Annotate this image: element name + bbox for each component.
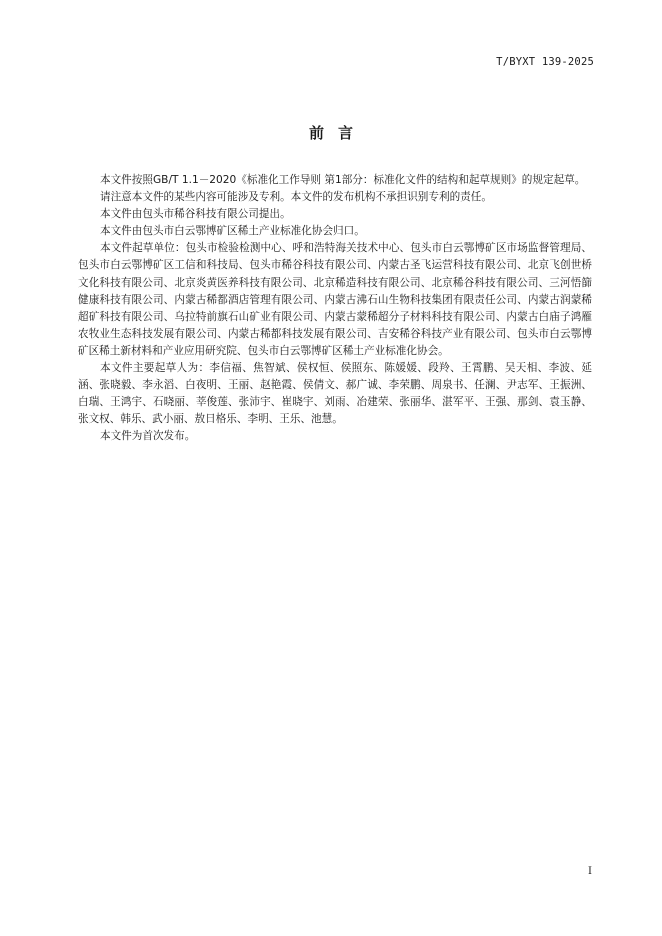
paragraph-drafters: 本文件主要起草人为：李信福、焦智斌、侯权恒、侯照东、陈媛媛、段羚、王霄鹏、吴天相、李波、延涵、张晓毅、李永滔、白夜明、王丽、赵艳霞、侯倩文、郝广诚、李荣鹏、周泉书、任澜、尹志军、王振洲、白瑞、王鸿宇、石晓丽、莘俊莲、张沛宇、崔晓宇、刘雨、冶建荣、张丽华、湛军平、王强、那剑、袁玉静、张文权、韩乐、武小丽、敖日格乐、李明、王乐、池慧。 [78, 362, 592, 426]
paragraph-responsible-body: 本文件由包头市白云鄂博矿区稀土产业标准化协会归口。 [100, 225, 365, 238]
paragraph-drafting-units: 本文件起草单位：包头市检验检测中心、呼和浩特海关技术中心、包头市白云鄂博矿区市场监督管理局、包头市白云鄂博矿区工信和科技局、包头市稀谷科技有限公司、内蒙古圣飞运营科技有限公司、北京飞创世桥文化科技有限公司、北京炎黄医养科技有限公司、北京稀造科技有限公司、北京稀谷科技有限公司、三河悟篩健康科技有限公司、内蒙古稀都酒店管理有限公司、内蒙古沸石山生物科技集团有限责任公司、内蒙古润蒙稀超矿科技有限公司、乌拉特前旗石山矿业有限公司、内蒙古蒙稀超分子材料科技有限公司、内蒙古白庙子鸿雁农牧业生态科技发展有限公司、内蒙古稀都科技发展有限公司、吉安稀谷科技产业有限公司、包头市白云鄂博矿区稀土新材料和产业应用研究院、包头市白云鄂博矿区稀土产业标准化协会。 [78, 242, 592, 357]
paragraph-proposer: 本文件由包头市稀谷科技有限公司提出。 [100, 208, 291, 221]
foreword-body [78, 172, 592, 446]
page-number: I [588, 866, 592, 877]
paragraph-first-release: 本文件为首次发布。 [100, 430, 196, 443]
paragraph-drafting-rules: 本文件按照GB/T 1.1－2020《标准化工作导则 第1部分：标准化文件的结构和起草规则》的规定起草。 [100, 174, 586, 186]
paragraph-patent-notice: 请注意本文件的某些内容可能涉及专利。本文件的发布机构不承担识别专利的责任。 [100, 191, 492, 204]
page-title: 前言 [308, 124, 367, 142]
document-code: T/BYXT 139-2025 [496, 56, 594, 68]
